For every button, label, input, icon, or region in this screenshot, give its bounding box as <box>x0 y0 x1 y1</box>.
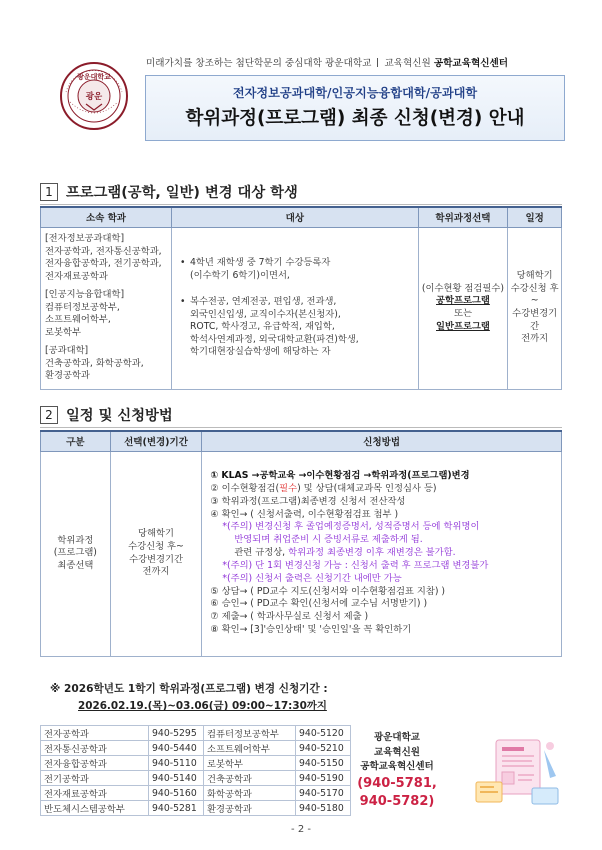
phone-number: 940-5160 <box>149 786 204 801</box>
phone-dept: 화학공학과 <box>204 786 296 801</box>
target-item <box>180 257 410 282</box>
note-1b: 반영되며 취업준비 시 증빙서류로 제출하게 됨. <box>234 534 423 546</box>
phone-number: 940-5295 <box>149 726 204 741</box>
college-group <box>45 289 167 339</box>
choice-general: 일반프로그램 <box>436 320 490 332</box>
phone-dept: 건축공학과 <box>204 771 296 786</box>
schedule-method-table <box>40 430 562 657</box>
step-7: ⑦ 제출→ ( 학과사무실로 신청서 제출 ) <box>210 611 369 623</box>
target-line: • 4학년 재학생 중 7학기 수강등록자 <box>189 257 331 269</box>
seal-top-text: 광운대학교 <box>77 73 111 81</box>
phone-dept: 전기공학과 <box>41 771 149 786</box>
period-line: 수강신청 후~ <box>128 540 184 552</box>
step-4: ④ 확인→ ( 신청서출력, 이수현황점검표 첨부 ) <box>210 508 399 520</box>
phone-number: 940-5150 <box>296 756 351 771</box>
required-mark: 필수 <box>279 482 298 494</box>
college-name: [전자정보공과대학] <box>45 232 125 244</box>
phone-dept: 소프트웨어학부 <box>204 741 296 756</box>
university-seal-icon <box>60 62 128 130</box>
contact-block <box>342 731 452 812</box>
dept-cell <box>41 227 172 389</box>
choice-note: (이수현황 점검필수) <box>421 282 504 294</box>
target-line: • 복수전공, 연계전공, 편입생, 전과생, <box>189 296 337 308</box>
dept-line: 건축공학과, 화학공학과, <box>45 357 144 369</box>
target-cell <box>171 227 418 389</box>
contact-line: 광운대학교 <box>374 732 420 743</box>
page-title: 학위과정(프로그램) 최종 신청(변경) 안내 <box>185 108 525 129</box>
target-students-table <box>40 206 562 390</box>
step-6: ⑥ 승인→ ( PD교수 확인(신청서에 교수님 서명받기) ) <box>210 598 428 610</box>
phone-dept: 컴퓨터정보공학부 <box>204 726 296 741</box>
phone-row <box>41 801 351 816</box>
phone-dept: 전자공학과 <box>41 726 149 741</box>
schedule-line: 수강변경기간 <box>512 308 558 332</box>
step-3: ③ 학위과정(프로그램)최종변경 신청서 전산작성 <box>210 495 406 507</box>
method-cell <box>202 451 562 656</box>
step-2: ② 이수현황점검(필수) 및 상담(대체교과목 인정심사 등) <box>210 482 437 494</box>
title-box <box>145 75 565 141</box>
phone-dept: 로봇학부 <box>204 756 296 771</box>
note-2: *(주의) 단 1회 변경신청 가능 : 신청서 출력 후 프로그램 변경불가 <box>222 559 489 571</box>
phone-dept: 전자통신공학과 <box>41 741 149 756</box>
contact-phone: 940-5782) <box>359 794 435 810</box>
choice-engineering: 공학프로그램 <box>436 295 490 307</box>
section2-title: 일정 및 신청방법 <box>66 408 173 424</box>
dept-line: 컴퓨터정보공학부, <box>45 301 120 313</box>
seal-center-text: 광운 <box>85 92 103 102</box>
section1-title: 프로그램(공학, 일반) 변경 대상 학생 <box>66 185 298 201</box>
dept-line: 환경공학과 <box>45 370 90 382</box>
phone-number: 940-5180 <box>296 801 351 816</box>
note-1a: *(주의) 변경신청 후 졸업예정증명서, 성적증명서 등에 학위명이 <box>222 521 480 533</box>
college-group <box>45 233 167 283</box>
header-tagline <box>146 55 566 69</box>
contact-line: 교육혁신원 <box>374 746 420 758</box>
target-line: ROTC, 학사경고, 유급학적, 재입학, <box>189 321 335 333</box>
dept-line: 전자재료공학과 <box>45 270 108 282</box>
category-line: 최종선택 <box>57 559 94 571</box>
note-1c: 관련 규정상, 학위과정 최종변경 이후 재변경은 불가함. <box>234 547 456 559</box>
phone-number: 940-5170 <box>296 786 351 801</box>
phone-row <box>41 726 351 741</box>
tagline-org: 교육혁신원 <box>384 58 431 69</box>
period-line: 수강변경기간 <box>129 553 183 565</box>
period-notice-title: ※ 2026학년도 1학기 학위과정(프로그램) 변경 신청기간 : <box>50 683 328 695</box>
phone-number: 940-5210 <box>296 741 351 756</box>
phone-row <box>41 786 351 801</box>
col-period: 선택(변경)기간 <box>110 431 202 451</box>
schedule-line: 당해학기 <box>516 270 553 282</box>
dept-line: 전자융합공학과, 전기공학과, <box>45 258 162 270</box>
tagline-divider <box>377 58 378 67</box>
target-line: 학기대현장실습학생에 해당하는 자 <box>189 346 331 358</box>
phone-dept: 전자융합공학과 <box>41 756 149 771</box>
section1-number: 1 <box>40 183 58 201</box>
schedule-cell <box>508 227 562 389</box>
schedule-line: 수강신청 후~ <box>510 282 559 307</box>
college-name: [인공지능융합대학] <box>45 289 125 301</box>
document-illustration-icon <box>474 736 562 808</box>
page-number: - 2 - <box>291 824 311 835</box>
choice-or: 또는 <box>453 308 472 319</box>
contact-line: 공학교육혁신센터 <box>360 761 434 773</box>
phone-number: 940-5440 <box>149 741 204 756</box>
col-category: 구분 <box>41 431 111 451</box>
section2-number: 2 <box>40 406 58 424</box>
dept-line: 로봇학부 <box>45 326 81 338</box>
note-3: *(주의) 신청서 출력은 신청기간 내에만 가능 <box>222 572 402 584</box>
col-dept: 소속 학과 <box>41 207 172 227</box>
col-method: 신청방법 <box>202 431 562 451</box>
section1-rule <box>40 204 562 205</box>
phone-dept: 전자재료공학과 <box>41 786 149 801</box>
phone-row <box>41 756 351 771</box>
step-5: ⑤ 상담→ ( PD교수 지도(신청서와 이수현황점검표 지참) ) <box>210 585 446 597</box>
phone-row <box>41 771 351 786</box>
period-line: 당해학기 <box>138 528 174 540</box>
phone-dept: 반도체시스템공학부 <box>41 801 149 816</box>
target-item <box>180 296 410 359</box>
category-line: (프로그램) <box>53 547 97 559</box>
choice-cell <box>418 227 508 389</box>
college-name: [공과대학] <box>45 345 89 357</box>
col-schedule: 일정 <box>508 207 562 227</box>
category-cell <box>41 451 111 656</box>
phone-number: 940-5140 <box>149 771 204 786</box>
dept-line: 소프트웨어학부, <box>45 314 111 326</box>
col-choice: 학위과정선택 <box>418 207 508 227</box>
phone-number: 940-5281 <box>149 801 204 816</box>
step-8: ⑧ 확인→ [3]'승인상태' 및 '승인일'을 꼭 확인하기 <box>210 624 412 636</box>
period-line: 전까지 <box>142 566 170 578</box>
phone-directory <box>40 725 351 816</box>
tagline-center: 공학교육혁신센터 <box>433 58 509 69</box>
contact-phone: (940-5781, <box>357 776 437 792</box>
phone-number: 940-5110 <box>149 756 204 771</box>
phone-dept: 환경공학과 <box>204 801 296 816</box>
phone-number: 940-5190 <box>296 771 351 786</box>
period-notice-dates: 2026.02.19.(목)~03.06(금) 09:00~17:30까지 <box>78 700 327 712</box>
section2-rule <box>40 427 562 428</box>
target-line: (이수학기 6학기)이면서, <box>189 269 290 281</box>
schedule-line: 전까지 <box>521 333 549 345</box>
dept-line: 전자공학과, 전자통신공학과, <box>45 245 162 257</box>
phone-row <box>41 741 351 756</box>
target-line: 외국인신입생, 교직이수자(본신청자), <box>189 308 341 320</box>
title-colleges: 전자정보공과대학/인공지능융합대학/공과대학 <box>232 86 478 100</box>
period-cell <box>110 451 202 656</box>
category-line: 학위과정 <box>57 534 94 546</box>
col-target: 대상 <box>171 207 418 227</box>
college-group <box>45 345 167 383</box>
phone-number: 940-5120 <box>296 726 351 741</box>
tagline-main: 미래가치를 창조하는 첨단학문의 중심대학 광운대학교 <box>146 58 372 69</box>
step-1: ① KLAS →공학교육 →이수현황점검 →학위과정(프로그램)변경 <box>210 470 470 482</box>
target-line: 학석사연계과정, 외국대학교환(파견)학생, <box>189 333 359 345</box>
